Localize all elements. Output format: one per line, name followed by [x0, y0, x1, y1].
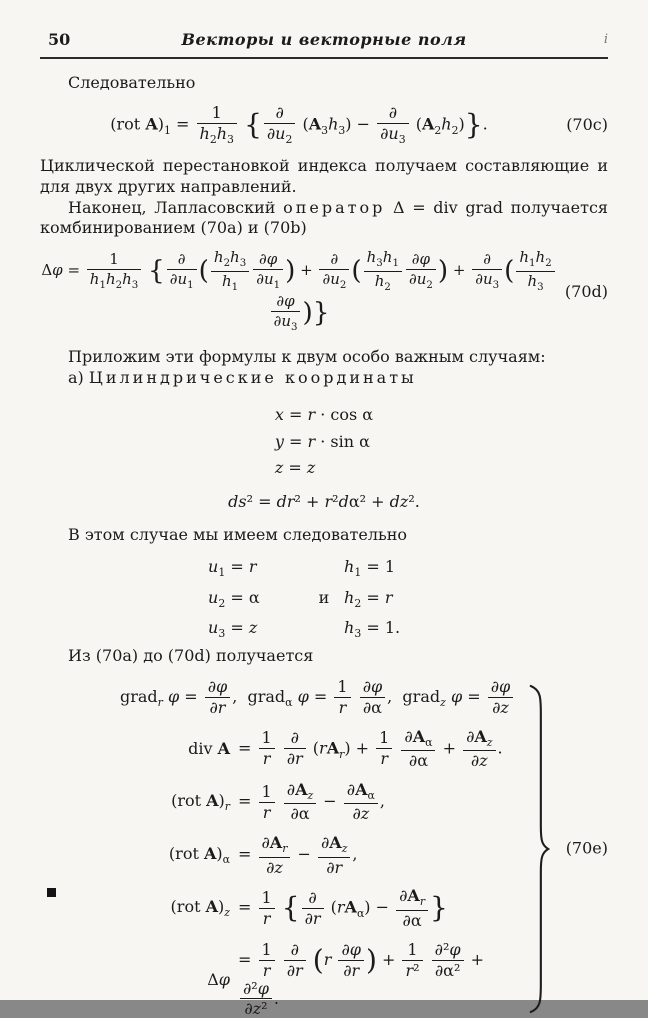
paragraph-inthiscase: В этом случае мы имеем следовательно	[68, 524, 407, 544]
equation-70d: Δφ = $\frac{1}{h_1h_2h_3}$ { $\frac{\partial}{\partial u_1}$ ( $\frac{h_2h_3}{h_1}$ $\frac{\partial\varphi}{\partial u_1}$ ) + $\frac{\partial}{\partial u_2}$ ( $\frac{h_3h_1}{h_2}$ $\frac{\partial\varphi}{\partial u_2}$ ) + $\frac{\partial}{\partial u_3}$ ( $\frac{h_1h_2}{h_3}$ $\frac{\partial\varphi}{\partial u_3}$ )}	[40, 249, 558, 333]
uh-mid3	[304, 618, 344, 640]
item-letter-a: а)	[68, 368, 84, 388]
coord-eq-z: z = z	[274, 458, 316, 478]
eq-laplacian-rhs: = $\frac{1}{r}$ $\frac{\partial}{\partial r}$ (r $\frac{\partial\varphi}{\partial r}$ ) + $\frac{1}{\text{r²}}$ $\frac{\text{∂²φ}}{\text{∂α²}}$ + $\frac{\text{∂²φ}}{\text{∂z²}}$ .	[238, 939, 485, 1018]
spaced-word-operator: оператор	[283, 197, 386, 217]
uh-h2: $h_2 = r$	[344, 587, 393, 610]
corner-mark: i	[603, 32, 608, 47]
paragraph-laplace-before: Наконец, Лапласовский	[68, 197, 276, 217]
paragraph-from70a: Из (70a) до (70d) получается	[68, 646, 314, 666]
page-header	[40, 30, 608, 54]
uh-mid1	[304, 557, 344, 579]
coordinate-equations	[40, 399, 608, 484]
eq-rot-z-row	[40, 887, 516, 929]
eq-rot-r-lhs: (rot $A)_r$	[171, 790, 230, 814]
header-rule	[40, 57, 608, 59]
eq-rot-z-rhs: = $\frac{1}{r}$ { $\frac{\partial}{\partial r}$ $(rA_\alpha)$ − $\frac{\partial A_r}{\partial\alpha}$ }	[238, 886, 448, 930]
uh-table	[40, 557, 608, 640]
equation-70c: (rot $A)_1$ = $\frac{1}{h_2h_3}$ { $\frac{\partial}{\partial u_2}$ $(A_3h_3)$ − $\frac{\partial}{\partial u_3}$ $(A_2h_2)$}.	[110, 102, 488, 146]
page-number: 50	[48, 30, 71, 49]
paragraph-laplace-after: Δ = div grad получается комбинированием (70a) и (70b)	[40, 197, 609, 238]
eq-rot-r-row	[40, 781, 516, 823]
right-curly-brace-icon	[528, 684, 550, 1014]
eq-grad-row: grad$_r$ φ = $\frac{\partial\varphi}{\partial r}$ , grad$_\alpha$ φ = $\frac{1}{r}$ $\frac{\partial\varphi}{\partial\alpha}$ , grad$_z$ φ = $\frac{\partial\varphi}{\partial z}$	[40, 678, 516, 717]
uh-h3: $h_3 = 1$.	[344, 617, 401, 641]
equation-row-70d	[40, 249, 608, 333]
eq-div-rhs: = $\frac{1}{r}$ $\frac{\partial}{\partial r}$ $(rA_r)$ + $\frac{1}{r}$ $\frac{\partial A_\alpha}{\partial\alpha}$ + $\frac{\partial A_z}{\partial z}$ .	[238, 726, 503, 771]
uh-h1: $h_1 = 1$	[344, 557, 395, 580]
paragraph-cyclic: Циклической перестановкой индекса получаем составляющие и для двух других направлений.	[40, 156, 608, 196]
equation-label-70c: (70c)	[566, 115, 608, 135]
ink-blot-mark	[47, 888, 56, 897]
equation-label-70e: (70e)	[565, 838, 608, 858]
uh-u2: $u_2 = \alpha$	[208, 587, 260, 610]
eq-laplacian-lhs: Δφ	[207, 970, 230, 990]
paragraph-cylindrical	[40, 368, 608, 389]
coord-eq-ds: ds² = dr² + r²dα² + dz².	[228, 491, 420, 511]
paragraph-laplace	[40, 198, 608, 240]
eq-rot-r-rhs: = $\frac{1}{r}$ $\frac{\partial A_z}{\partial\alpha}$ − $\frac{\partial A_\alpha}{\partial z}$ ,	[238, 779, 385, 824]
eq-rot-z-lhs: (rot $A)_z$	[170, 897, 230, 920]
paragraph-sledovatelno: Следовательно	[68, 73, 196, 92]
eq-rot-alpha-row	[40, 834, 516, 876]
running-title: Векторы и векторные поля	[181, 30, 467, 49]
eq-rot-alpha-lhs: (rot $A)_\alpha$	[168, 844, 230, 867]
coord-eq-y: y = r · sin α	[274, 431, 370, 451]
coord-eq-x: x = r · cos α	[274, 404, 374, 424]
eq-laplacian-row	[40, 941, 516, 1018]
eq-div-row	[40, 728, 516, 770]
equation-label-70d: (70d)	[564, 281, 608, 301]
equation-group-70e	[40, 678, 608, 1018]
uh-u1: $u_1 = r$	[208, 557, 257, 580]
equation-row-70c	[40, 104, 608, 146]
paragraph-apply: Приложим эти формулы к двум особо важным случаям:	[68, 347, 546, 367]
uh-u3: $u_3 = z$	[208, 617, 258, 641]
eq-rot-alpha-rhs: = $\frac{\partial A_r}{\partial z}$ − $\frac{\partial A_z}{\partial r}$ ,	[238, 833, 358, 877]
eq-div-lhs: div A	[188, 739, 230, 759]
spaced-heading-cylindrical: Цилиндрические координаты	[88, 368, 417, 388]
uh-mid2: и	[318, 587, 330, 607]
